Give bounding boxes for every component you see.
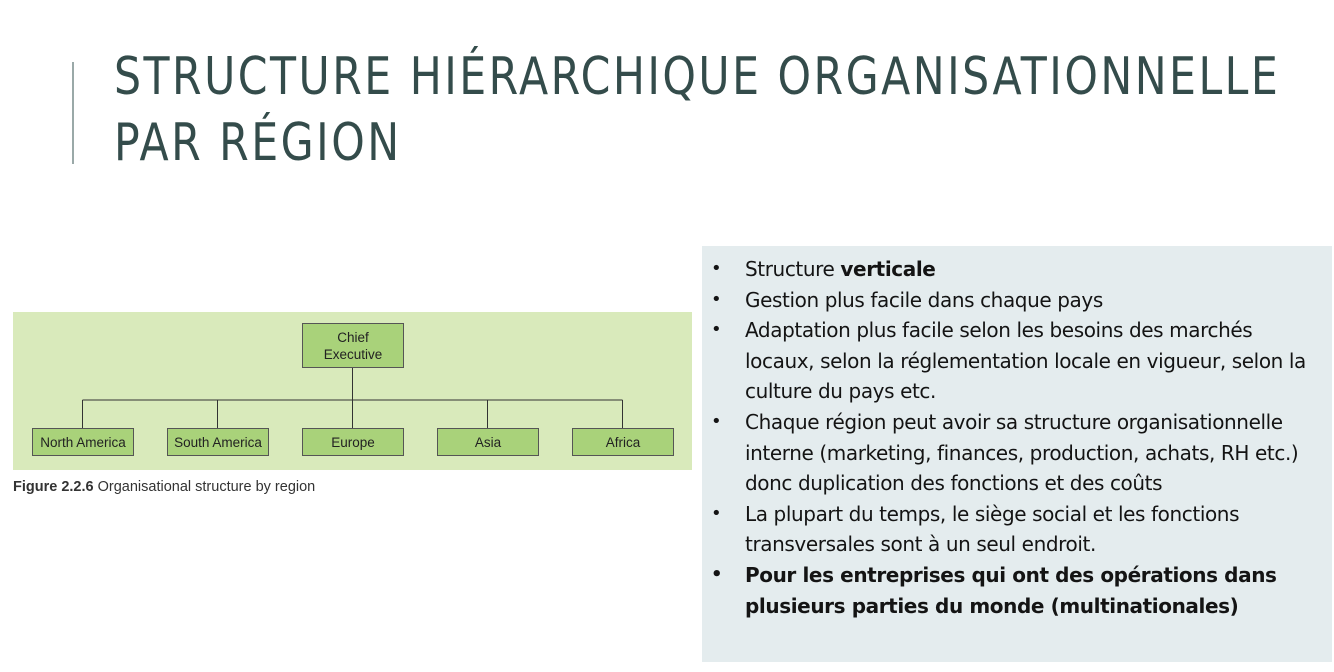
org-chart-diagram: [13, 312, 692, 470]
figure-caption-text: Organisational structure by region: [97, 479, 316, 495]
bullet-dot: •: [711, 258, 722, 279]
bullet-item: [702, 315, 1322, 407]
bullet-text: Gestion plus facile dans chaque pays: [745, 287, 1103, 312]
bullet-item: [702, 560, 1322, 621]
bullet-item: [702, 407, 1322, 499]
region-box-north-america: North America: [32, 428, 134, 456]
bullet-item: [702, 254, 1322, 285]
bullet-dot: •: [711, 410, 722, 432]
region-box-south-america: South America: [167, 428, 269, 456]
region-box-europe: Europe: [302, 428, 404, 456]
bullet-dot: •: [711, 563, 723, 585]
bullet-text: Structure: [745, 257, 841, 281]
slide-title-line-1: STRUCTURE HIÉRARCHIQUE ORGANISATIONNELLE: [114, 47, 1281, 107]
slide-title-line-2: PAR RÉGION: [114, 113, 402, 173]
bullet-dot: •: [711, 288, 722, 310]
bullet-text: Adaptation plus facile selon les besoins des marchés locaux, selon la réglementation locale en vigueur, selon la culture du pays etc.: [745, 318, 1306, 404]
chief-executive-line-2: Executive: [323, 346, 383, 362]
region-box-africa: Africa: [572, 428, 674, 456]
bullet-text: Chaque région peut avoir sa structure organisationnelle interne (marketing, finances, production, achats, RH etc.) donc duplication des fonctions et des coûts: [745, 409, 1299, 496]
chief-executive-line-1: Chief: [337, 329, 369, 345]
bullet-list: [702, 254, 1322, 621]
region-box-asia: Asia: [437, 428, 539, 456]
bullet-text-bold: verticale: [840, 257, 936, 281]
bullet-panel: [702, 246, 1332, 662]
bullet-dot: •: [711, 502, 722, 524]
title-accent-bar: [72, 62, 74, 164]
bullet-item: [702, 285, 1322, 316]
figure-caption-label: Figure 2.2.6: [13, 479, 94, 495]
figure-caption: [13, 479, 315, 495]
bullet-dot: •: [711, 319, 722, 341]
bullet-item: [702, 499, 1322, 560]
bullet-text-bold: Pour les entreprises qui ont des opérations dans plusieurs parties du monde (multinationales): [745, 562, 1277, 618]
bullet-text: La plupart du temps, le siège social et les fonctions transversales sont à un seul endroit.: [745, 501, 1240, 557]
chief-executive-box: [302, 323, 404, 368]
slide-title: [114, 44, 1281, 176]
